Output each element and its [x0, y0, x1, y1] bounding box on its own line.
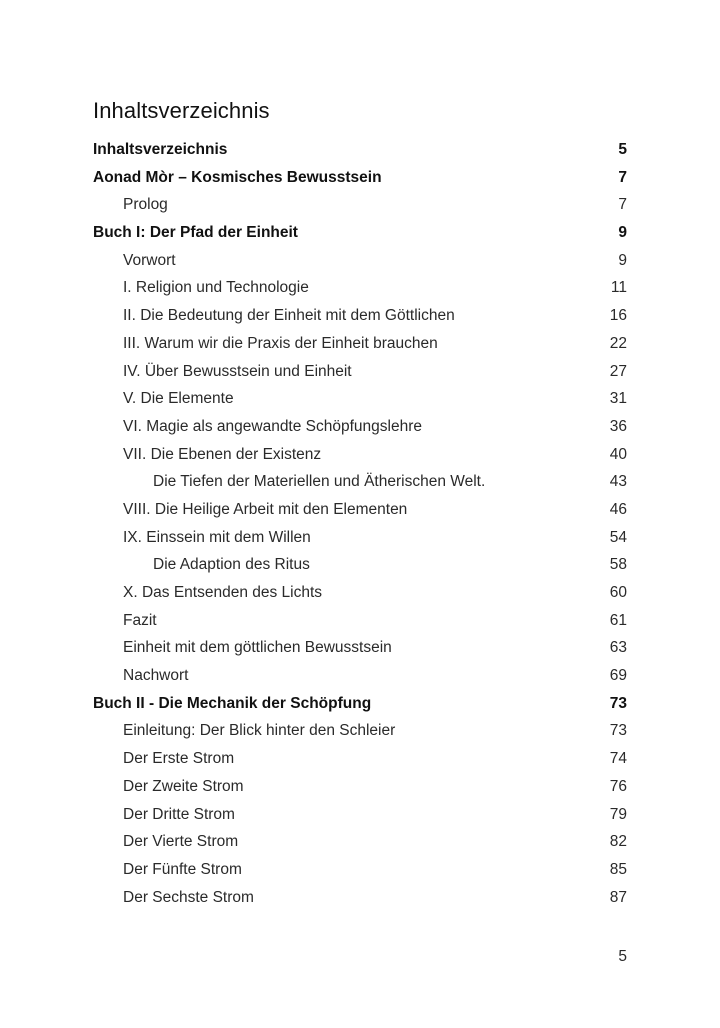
toc-entry-title[interactable]: Der Zweite Strom — [123, 777, 244, 795]
toc-entry-page[interactable]: 27 — [609, 362, 627, 380]
toc-entry-page[interactable]: 7 — [618, 168, 627, 186]
toc-entry[interactable] — [93, 634, 627, 662]
toc-entry-title[interactable]: VIII. Die Heilige Arbeit mit den Elementen — [123, 500, 408, 518]
toc-entry-page[interactable]: 31 — [609, 390, 627, 408]
toc-entry-title[interactable]: Aonad Mòr – Kosmisches Bewusstsein — [93, 168, 382, 186]
toc-entry-title[interactable]: Der Fünfte Strom — [123, 860, 242, 878]
toc-entry[interactable] — [93, 773, 627, 801]
toc-entry-title[interactable]: VI. Magie als angewandte Schöpfungslehre — [123, 417, 423, 435]
toc-entry-title[interactable]: Prolog — [123, 196, 168, 214]
toc-entry[interactable] — [93, 524, 627, 552]
toc-heading: Inhaltsverzeichnis — [93, 98, 270, 123]
toc-entry[interactable] — [93, 856, 627, 884]
toc-entry-page[interactable]: 63 — [609, 639, 627, 657]
toc-entry[interactable] — [93, 468, 627, 496]
toc-entry[interactable] — [93, 801, 627, 829]
toc-entry-title[interactable]: Der Dritte Strom — [123, 805, 235, 823]
toc-entry-title[interactable]: Inhaltsverzeichnis — [93, 141, 228, 158]
toc-entry[interactable] — [93, 441, 627, 469]
table-of-contents — [93, 136, 627, 911]
page-number: 5 — [618, 948, 627, 965]
toc-entry-title[interactable]: Buch II - Die Mechanik der Schöpfung — [93, 694, 372, 712]
toc-entry-page[interactable]: 40 — [609, 445, 627, 463]
toc-entry[interactable] — [93, 496, 627, 524]
toc-entry[interactable] — [93, 607, 627, 635]
toc-entry-page[interactable]: 54 — [609, 528, 627, 546]
toc-entry[interactable] — [93, 662, 627, 690]
toc-entry[interactable] — [93, 274, 627, 302]
toc-entry-page[interactable]: 7 — [618, 196, 627, 214]
toc-entry-page[interactable]: 74 — [609, 750, 627, 768]
toc-entry[interactable] — [93, 690, 627, 718]
toc-entry[interactable] — [93, 551, 627, 579]
toc-entry-page[interactable]: 60 — [609, 584, 627, 601]
toc-entry-title[interactable]: III. Warum wir die Praxis der Einheit brauchen — [123, 334, 438, 352]
toc-entry[interactable] — [93, 413, 627, 441]
toc-entry-title[interactable]: Der Erste Strom — [123, 750, 235, 768]
toc-entry-title[interactable]: Die Adaption des Ritus — [153, 556, 310, 574]
toc-entry-page[interactable]: 61 — [609, 611, 627, 629]
toc-entry-page[interactable]: 82 — [609, 833, 627, 851]
toc-entry-title[interactable]: Der Vierte Strom — [123, 833, 239, 851]
toc-entry-title[interactable]: Fazit — [123, 611, 157, 629]
toc-entry-page[interactable]: 16 — [609, 307, 627, 325]
toc-entry-page[interactable]: 85 — [609, 860, 627, 878]
toc-entry-title[interactable]: Die Tiefen der Materiellen und Ätherischen Welt. — [153, 473, 486, 491]
toc-entry-title[interactable]: Einheit mit dem göttlichen Bewusstsein — [123, 639, 392, 657]
toc-entry-page[interactable]: 79 — [609, 805, 627, 823]
toc-entry-title[interactable]: I. Religion und Technologie — [123, 279, 309, 297]
toc-entry[interactable] — [93, 164, 627, 192]
toc-entry-title[interactable]: Vorwort — [123, 251, 176, 269]
toc-entry-page[interactable]: 36 — [609, 417, 627, 435]
toc-entry-page[interactable]: 11 — [610, 279, 627, 297]
toc-entry-title[interactable]: X. Das Entsenden des Lichts — [123, 584, 323, 601]
toc-entry-page[interactable]: 76 — [609, 777, 627, 795]
toc-entry-title[interactable]: IV. Über Bewusstsein und Einheit — [123, 362, 352, 380]
toc-entry[interactable] — [93, 828, 627, 856]
toc-entry[interactable] — [93, 247, 627, 275]
toc-entry[interactable] — [93, 717, 627, 745]
toc-entry[interactable] — [93, 191, 627, 219]
toc-entry-page[interactable]: 87 — [609, 888, 627, 906]
toc-entry-page[interactable]: 43 — [609, 473, 627, 491]
toc-entry-title[interactable]: Buch I: Der Pfad der Einheit — [93, 224, 298, 242]
toc-entry-title[interactable]: II. Die Bedeutung der Einheit mit dem Göttlichen — [123, 307, 455, 325]
toc-entry-page[interactable]: 22 — [609, 334, 627, 352]
toc-entry[interactable] — [93, 136, 627, 164]
toc-entry-title[interactable]: IX. Einssein mit dem Willen — [123, 528, 311, 546]
toc-entry-title[interactable]: Der Sechste Strom — [123, 888, 254, 906]
toc-entry-page[interactable]: 69 — [609, 667, 627, 685]
toc-entry-title[interactable]: Einleitung: Der Blick hinter den Schleier — [123, 722, 396, 740]
toc-entry-page[interactable]: 9 — [618, 251, 627, 269]
toc-entry[interactable] — [93, 358, 627, 386]
toc-entry-page[interactable]: 73 — [609, 722, 627, 740]
toc-entry[interactable] — [93, 884, 627, 912]
toc-entry[interactable] — [93, 745, 627, 773]
toc-entry-page[interactable]: 58 — [609, 556, 627, 574]
toc-entry-title[interactable]: VII. Die Ebenen der Existenz — [123, 445, 322, 463]
toc-entry[interactable] — [93, 219, 627, 247]
toc-entry-page[interactable]: 9 — [618, 224, 627, 242]
toc-entry-title[interactable]: V. Die Elemente — [123, 390, 234, 408]
toc-entry-page[interactable]: 46 — [609, 500, 627, 518]
toc-entry-title[interactable]: Nachwort — [123, 667, 189, 685]
toc-entry[interactable] — [93, 385, 627, 413]
toc-entry-page[interactable]: 5 — [618, 141, 627, 158]
toc-entry[interactable] — [93, 579, 627, 607]
toc-entry[interactable] — [93, 302, 627, 330]
toc-entry[interactable] — [93, 330, 627, 358]
toc-entry-page[interactable]: 73 — [609, 694, 627, 712]
